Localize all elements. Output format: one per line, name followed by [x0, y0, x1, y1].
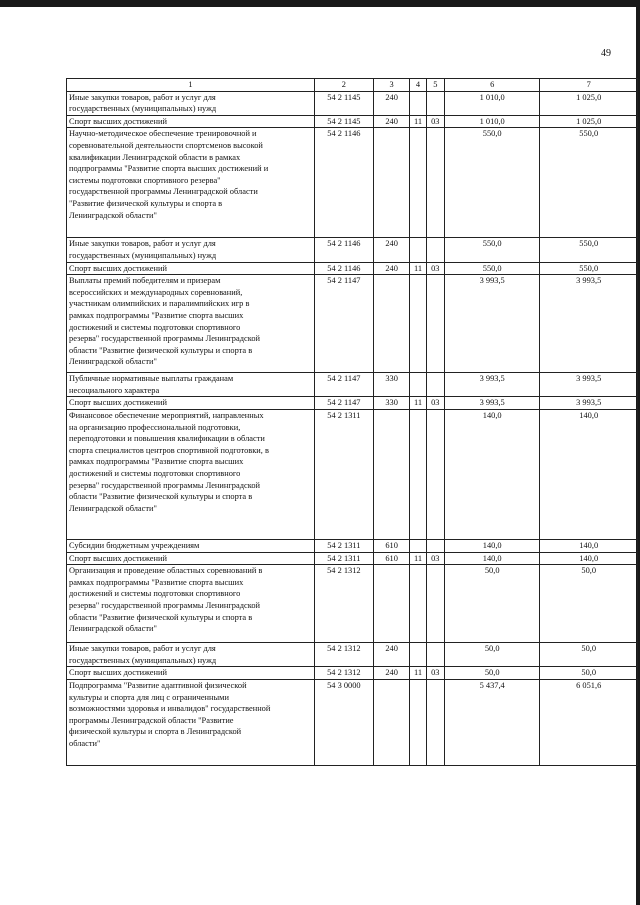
cell-code: 54 2 1146 [314, 262, 373, 275]
cell-v7: 3 993,5 [540, 275, 638, 373]
cell-code: 54 2 1147 [314, 275, 373, 373]
cell-v6: 140,0 [444, 552, 540, 565]
cell-vr: 240 [373, 643, 410, 667]
table-row [67, 91, 638, 115]
table-row [67, 275, 638, 373]
cell-v6: 50,0 [444, 565, 540, 643]
cell-rz [410, 373, 426, 397]
cell-code: 54 2 1312 [314, 565, 373, 643]
table-row [67, 262, 638, 275]
cell-pr [426, 565, 444, 643]
cell-rz [410, 238, 426, 262]
cell-code: 54 2 1311 [314, 552, 373, 565]
cell-v6: 5 437,4 [444, 679, 540, 765]
cell-desc: Научно-методическое обеспечение тренировочной и соревновательной деятельности спортсменов высокой квалификации Ленинградской области в рамках подпрограммы "Развитие спорта высших достижений и системы подготовки спортивного резерва" государственной программы Ленинградской области "Развитие физической культуры и спорта в Ленинградской области" [67, 128, 315, 238]
cell-pr [426, 128, 444, 238]
cell-desc: Иные закупки товаров, работ и услуг для государственных (муниципальных) нужд [67, 91, 315, 115]
cell-desc: Публичные нормативные выплаты гражданам несоциального характера [67, 373, 315, 397]
cell-v7: 140,0 [540, 409, 638, 539]
header-cell: 2 [314, 79, 373, 92]
cell-pr [426, 91, 444, 115]
cell-rz: 11 [410, 552, 426, 565]
cell-v7: 1 025,0 [540, 91, 638, 115]
cell-code: 54 2 1311 [314, 539, 373, 552]
cell-v6: 140,0 [444, 409, 540, 539]
header-cell: 6 [444, 79, 540, 92]
cell-desc: Иные закупки товаров, работ и услуг для государственных (муниципальных) нужд [67, 643, 315, 667]
table-row [67, 667, 638, 680]
cell-pr: 03 [426, 262, 444, 275]
cell-code: 54 2 1146 [314, 238, 373, 262]
cell-vr: 610 [373, 539, 410, 552]
cell-rz: 11 [410, 397, 426, 410]
table-row [67, 679, 638, 765]
cell-rz: 11 [410, 667, 426, 680]
cell-desc: Спорт высших достижений [67, 115, 315, 128]
cell-v7: 550,0 [540, 238, 638, 262]
table-row [67, 238, 638, 262]
cell-rz [410, 565, 426, 643]
header-cell: 1 [67, 79, 315, 92]
cell-rz [410, 643, 426, 667]
cell-code: 54 2 1147 [314, 373, 373, 397]
header-cell: 7 [540, 79, 638, 92]
cell-desc: Организация и проведение областных соревнований в рамках подпрограммы "Развитие спорта высших достижений и системы подготовки спортивного резерва" государственной программы Ленинградской области "Развитие физической культуры и спорта в Ленинградской области" [67, 565, 315, 643]
cell-rz: 11 [410, 115, 426, 128]
cell-vr [373, 679, 410, 765]
cell-v7: 6 051,6 [540, 679, 638, 765]
cell-desc: Спорт высших достижений [67, 262, 315, 275]
header-cell: 4 [410, 79, 426, 92]
cell-vr: 330 [373, 397, 410, 410]
cell-v6: 3 993,5 [444, 275, 540, 373]
cell-vr: 610 [373, 552, 410, 565]
cell-rz [410, 91, 426, 115]
cell-v7: 3 993,5 [540, 373, 638, 397]
cell-code: 54 2 1146 [314, 128, 373, 238]
cell-vr [373, 409, 410, 539]
cell-code: 54 2 1145 [314, 91, 373, 115]
cell-pr [426, 409, 444, 539]
cell-pr: 03 [426, 397, 444, 410]
cell-v6: 50,0 [444, 667, 540, 680]
cell-desc: Субсидии бюджетным учреждениям [67, 539, 315, 552]
cell-v6: 550,0 [444, 128, 540, 238]
cell-code: 54 2 1312 [314, 643, 373, 667]
table-row [67, 539, 638, 552]
cell-pr [426, 539, 444, 552]
cell-v7: 50,0 [540, 667, 638, 680]
cell-desc: Иные закупки товаров, работ и услуг для государственных (муниципальных) нужд [67, 238, 315, 262]
cell-rz [410, 128, 426, 238]
cell-code: 54 2 1311 [314, 409, 373, 539]
cell-v6: 50,0 [444, 643, 540, 667]
cell-rz [410, 679, 426, 765]
cell-pr [426, 679, 444, 765]
table-row [67, 643, 638, 667]
cell-vr: 240 [373, 115, 410, 128]
cell-v6: 1 010,0 [444, 91, 540, 115]
cell-vr: 240 [373, 238, 410, 262]
page-number: 49 [601, 48, 611, 59]
cell-code: 54 3 0000 [314, 679, 373, 765]
budget-table [66, 78, 638, 766]
header-cell: 5 [426, 79, 444, 92]
cell-desc: Финансовое обеспечение мероприятий, направленных на организацию профессиональной подготовки, переподготовки и повышения квалификации в области спорта специалистов центров спортивной подготовки, в рамках подпрограммы "Развитие спорта высших достижений и системы подготовки спортивного резерва" государственной программы Ленинградской области "Развитие физической культуры и спорта в Ленинградской области" [67, 409, 315, 539]
cell-v7: 550,0 [540, 128, 638, 238]
cell-v7: 140,0 [540, 539, 638, 552]
cell-pr: 03 [426, 552, 444, 565]
cell-v6: 550,0 [444, 262, 540, 275]
cell-desc: Спорт высших достижений [67, 552, 315, 565]
cell-desc: Подпрограмма "Развитие адаптивной физической культуры и спорта для лиц с ограниченными возможностями здоровья и инвалидов" государственной программы Ленинградской области "Развитие физической культуры и спорта в Ленинградской области" [67, 679, 315, 765]
table-row [67, 397, 638, 410]
cell-pr [426, 238, 444, 262]
cell-rz [410, 539, 426, 552]
cell-vr [373, 565, 410, 643]
cell-rz: 11 [410, 262, 426, 275]
cell-vr: 240 [373, 262, 410, 275]
cell-vr: 240 [373, 91, 410, 115]
cell-pr: 03 [426, 115, 444, 128]
cell-vr: 330 [373, 373, 410, 397]
cell-vr [373, 128, 410, 238]
cell-v7: 1 025,0 [540, 115, 638, 128]
cell-desc: Спорт высших достижений [67, 397, 315, 410]
cell-vr: 240 [373, 667, 410, 680]
cell-desc: Спорт высших достижений [67, 667, 315, 680]
cell-pr: 03 [426, 667, 444, 680]
table-row [67, 115, 638, 128]
table-row [67, 565, 638, 643]
cell-v7: 550,0 [540, 262, 638, 275]
header-cell: 3 [373, 79, 410, 92]
cell-v7: 3 993,5 [540, 397, 638, 410]
cell-v6: 3 993,5 [444, 373, 540, 397]
table-row [67, 409, 638, 539]
cell-v6: 140,0 [444, 539, 540, 552]
scan-edge-top [0, 0, 640, 7]
cell-code: 54 2 1312 [314, 667, 373, 680]
header-row [67, 79, 638, 92]
cell-code: 54 2 1145 [314, 115, 373, 128]
cell-desc: Выплаты премий победителям и призерам всероссийских и международных соревнований, участникам олимпийских и паралимпийских игр в рамках подпрограммы "Развитие спорта высших достижений и системы подготовки спортивного резерва" государственной программы Ленинградской области "Развитие физической культуры и спорта в Ленинградской области" [67, 275, 315, 373]
cell-v6: 550,0 [444, 238, 540, 262]
cell-v6: 1 010,0 [444, 115, 540, 128]
cell-vr [373, 275, 410, 373]
table-row [67, 552, 638, 565]
cell-code: 54 2 1147 [314, 397, 373, 410]
cell-v6: 3 993,5 [444, 397, 540, 410]
table-row [67, 373, 638, 397]
cell-pr [426, 643, 444, 667]
cell-pr [426, 275, 444, 373]
cell-v7: 50,0 [540, 643, 638, 667]
cell-pr [426, 373, 444, 397]
table-row [67, 128, 638, 238]
cell-rz [410, 409, 426, 539]
cell-v7: 140,0 [540, 552, 638, 565]
cell-rz [410, 275, 426, 373]
cell-v7: 50,0 [540, 565, 638, 643]
